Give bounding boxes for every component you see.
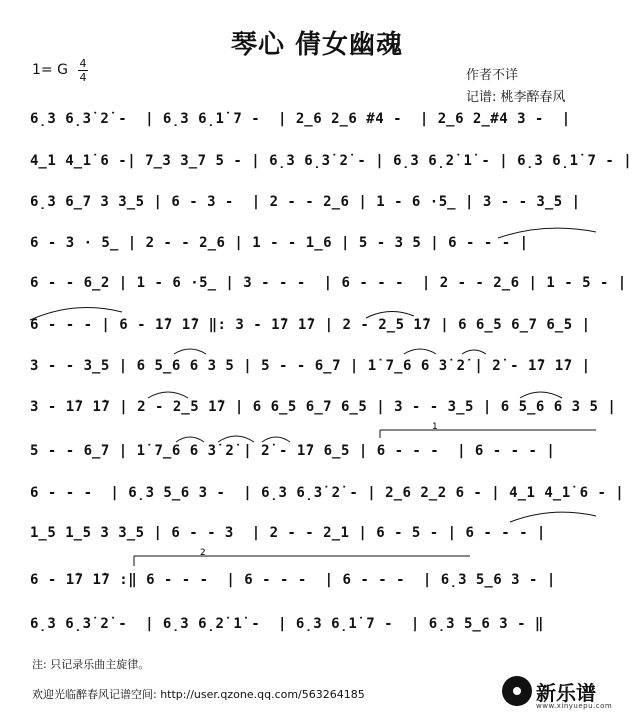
- score-line: 6 - - - | 6̣3 5̲6 3 - | 6̣3 6̣3̇ 2̇ - | 2̲6 2̲2 6 - | 4̲1 4̲1̇ 6 - |: [30, 485, 625, 501]
- site-logo: [502, 672, 628, 710]
- transcriber-credit: 记谱: 桃李醉春风: [466, 90, 566, 105]
- score-line: 6̣3 6̣3̇ 2̇ - | 6̣3 6̣2̇ 1̇ - | 6̣3 6̣1̇ 7 - | 6̣3 5̲6 3 - ‖: [30, 616, 544, 632]
- time-signature: [78, 58, 88, 83]
- volta-2-label: 2: [200, 548, 206, 558]
- score-line: 3 - - 3̲5 | 6 5̲6 6 3 5 | 5 - - 6̲7 | 1̇ 7̲6 6 3̇ 2̇ | 2̇ - 1̇7 1̇7 |: [30, 358, 591, 374]
- score-line: 6 - - 6̲2 | 1 - 6 ·5̲ | 3 - - - | 6 - - - | 2 - - 2̲6 | 1 - 5 - |: [30, 275, 627, 291]
- meter-top: 4: [79, 57, 87, 70]
- meter-bottom: 4: [79, 71, 87, 84]
- composer-credit: 作者不详: [466, 68, 519, 83]
- volta-1-label: 1: [432, 422, 438, 432]
- score-line: 6 - 1̇7 1̇7 :‖ 6 - - - | 6 - - - | 6 - - - | 6̣3 5̲6 3 - |: [30, 572, 556, 588]
- logo-text: 新乐谱: [536, 680, 596, 705]
- page-title: 琴心 倩女幽魂: [230, 30, 404, 60]
- score-line: 6 - - - | 6 - 1̇7 1̇7 ‖: 3 - 1̇7 1̇7 | 2 - 2̲5 1̇7 | 6 6̲5 6̲7 6̲5 |: [30, 317, 591, 333]
- key-signature: 1= G: [32, 62, 68, 78]
- score-line: 4̲1 4̲1̇ 6 -| 7̲3 3̲7 5 - | 6̣3 6̣3̇ 2̇ - | 6̣3 6̣2̇ 1̇ - | 6̣3 6̣1̇ 7 - |: [30, 153, 633, 169]
- site-credit: 欢迎光临醉春风记谱空间: http://user.qzone.qq.com/563264185: [32, 688, 365, 701]
- score-line: 6̣3 6̲7 3 3̲5 | 6 - 3 - | 2 - - 2̲6 | 1 - 6 ·5̲ | 3 - - 3̲5 |: [30, 194, 581, 210]
- score-line: 5 - - 6̲7 | 1̇ 7̲6 6 3̇ 2̇ | 2̇ - 1̇7 6̲5 | 6 - - - | 6 - - - |: [30, 443, 556, 459]
- score-line: 1̲5 1̲5 3 3̲5 | 6 - - 3 | 2 - - 2̲1 | 6 - 5 - | 6 - - - |: [30, 525, 546, 541]
- score-line: 3 - 1̇7 1̇7 | 2 - 2̲5 1̇7 | 6 6̲5 6̲7 6̲5 | 3 - - 3̲5 | 6 5̲6 6 3 5 |: [30, 399, 617, 415]
- footnote: 注: 只记录乐曲主旋律。: [32, 658, 150, 671]
- score-line: 6̣3 6̣3̇ 2̇ - | 6̣3 6̣1̇ 7 - | 2̲6 2̲6 #4 - | 2̲6 2̲#4 3 - |: [30, 111, 571, 127]
- score-line: 6 - 3 · 5̲ | 2 - - 2̲6 | 1 - - 1̲6 | 5 - 3 5 | 6 - - - |: [30, 235, 529, 251]
- record-disc-icon: [502, 676, 532, 706]
- logo-url: www.xinyuepu.com: [536, 702, 613, 710]
